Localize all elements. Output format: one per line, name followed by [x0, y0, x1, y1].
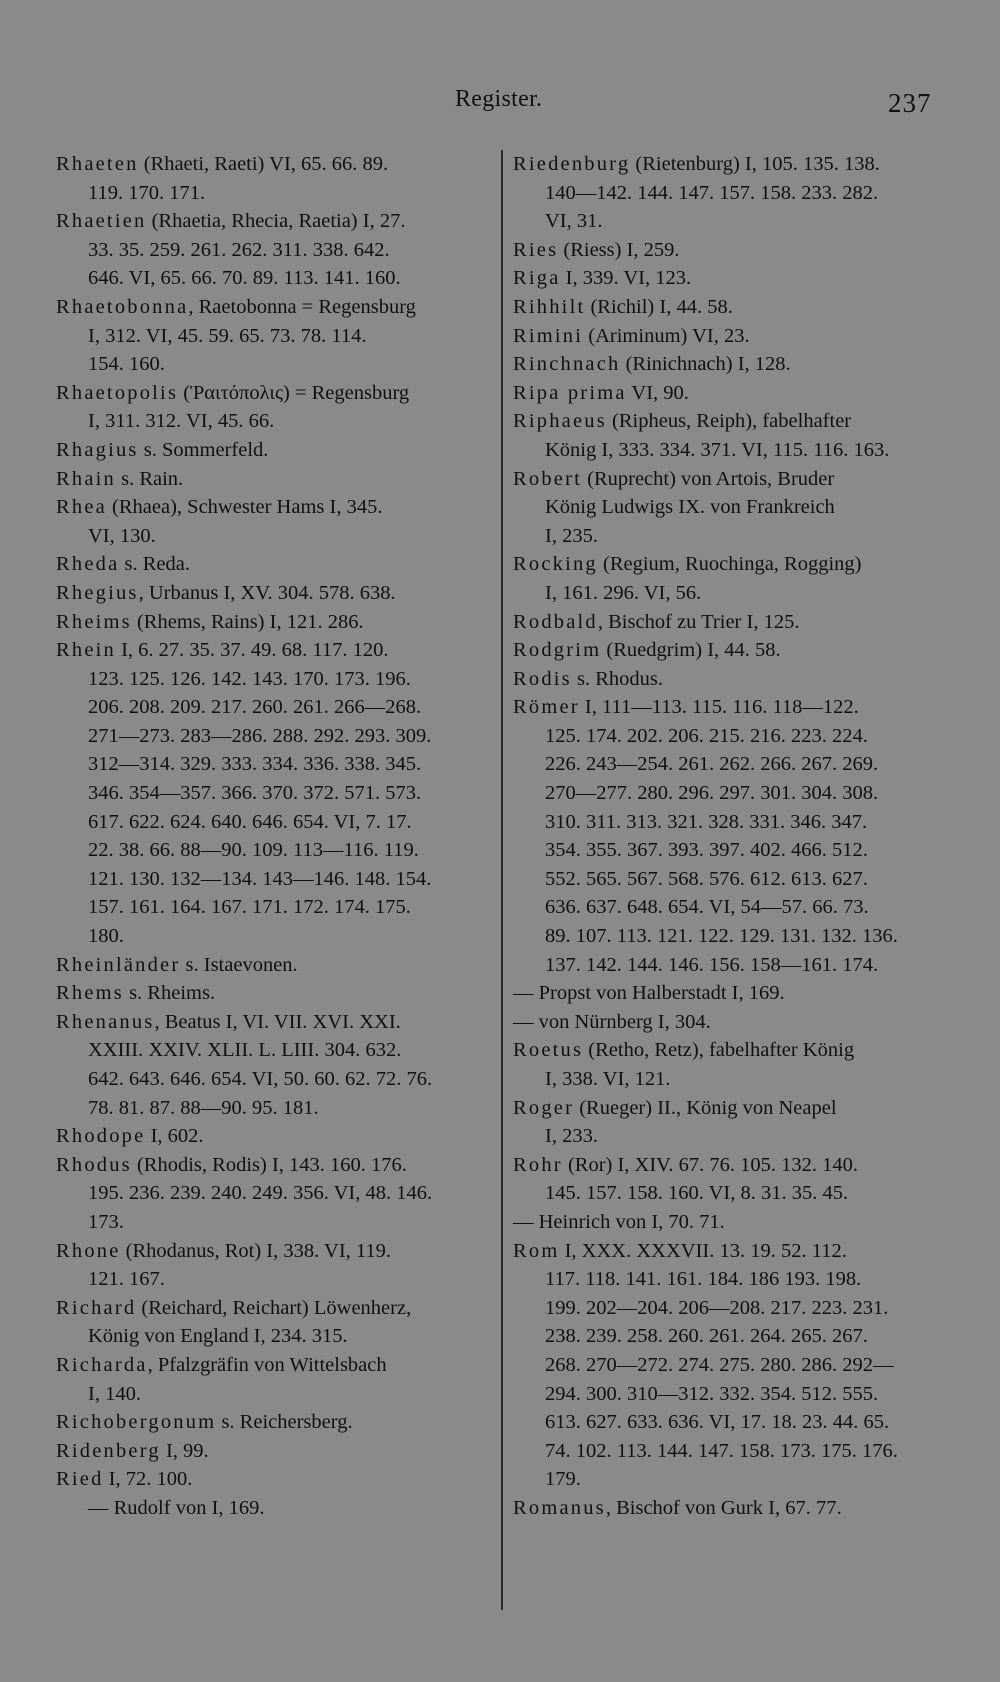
index-references: I, 6. 27. 35. 37. 49. 68. 117. 120. [115, 639, 389, 662]
index-references: 294. 300. 310—312. 332. 354. 512. 555. [545, 1382, 879, 1405]
index-headword: Rhagius [56, 438, 139, 461]
index-line [56, 550, 496, 579]
index-references: 22. 38. 66. 88—90. 109. 113—116. 119. [88, 839, 419, 862]
index-line [513, 1380, 933, 1409]
index-headword: Rhaetopolis [56, 381, 179, 404]
index-headword: Rhenanus [56, 1010, 155, 1033]
index-references: 78. 81. 87. 88—90. 95. 181. [88, 1096, 319, 1119]
index-line [56, 808, 496, 837]
index-line [513, 951, 933, 980]
index-references: VI, 90. [626, 381, 689, 404]
index-references: I, 602. [145, 1125, 204, 1148]
index-references: I, 338. VI, 121. [545, 1068, 671, 1090]
index-headword: Rohr [513, 1153, 563, 1176]
index-headword: Ries [513, 238, 559, 261]
index-headword: Rodbald [513, 610, 598, 633]
index-line [513, 1351, 933, 1380]
index-line [56, 236, 496, 265]
index-line [513, 1036, 933, 1065]
index-line [56, 1065, 496, 1094]
index-line [513, 808, 933, 837]
index-headword: Rocking [513, 553, 598, 576]
index-line [513, 1294, 933, 1323]
index-line [513, 1494, 933, 1523]
index-line [56, 779, 496, 808]
index-line [513, 179, 933, 208]
index-references: I, 311. 312. VI, 45. 66. [88, 410, 275, 433]
index-references: 617. 622. 624. 640. 646. 654. VI, 7. 17. [88, 810, 412, 833]
index-headword: Ripa prima [513, 381, 627, 404]
index-references: 310. 311. 313. 321. 328. 331. 346. 347. [545, 810, 868, 833]
index-line [513, 1322, 933, 1351]
index-line [56, 1237, 496, 1266]
index-headword: Rimini [513, 324, 584, 347]
index-headword: Rinchnach [513, 353, 621, 376]
index-line [513, 379, 933, 408]
index-headword: Rhein [56, 639, 116, 662]
index-references: (Ripheus, Reiph), fabelhafter [606, 410, 852, 433]
index-line [513, 236, 933, 265]
index-headword: Rodis [513, 667, 572, 690]
index-line [56, 1322, 496, 1351]
index-references: , Bischof zu Trier I, 125. [597, 610, 800, 633]
index-headword: Riedenburg [513, 153, 631, 175]
index-references: I, 233. [545, 1125, 598, 1148]
index-line [56, 1151, 496, 1180]
index-references: , Pfalzgräfin von Wittelsbach [147, 1353, 387, 1376]
index-references: 613. 627. 633. 636. VI, 17. 18. 23. 44. 65. [545, 1411, 890, 1434]
column-divider [501, 150, 503, 1610]
index-line [56, 1380, 496, 1409]
index-references: 125. 174. 202. 206. 215. 216. 223. 224. [545, 724, 868, 747]
index-references: — von Nürnberg I, 304. [513, 1010, 711, 1033]
index-line [56, 1351, 496, 1380]
index-line [56, 951, 496, 980]
index-line [56, 1437, 496, 1466]
index-line [513, 1122, 933, 1151]
index-references: 137. 142. 144. 146. 156. 158—161. 174. [545, 953, 879, 976]
index-references: — Propst von Halberstadt I, 169. [513, 982, 785, 1005]
index-line [513, 150, 933, 179]
index-references: 140—142. 144. 147. 157. 158. 233. 282. [545, 181, 879, 204]
index-line [513, 750, 933, 779]
index-line [513, 979, 933, 1008]
index-line [513, 1237, 933, 1266]
left-column [56, 150, 496, 1523]
index-line [56, 350, 496, 379]
index-line [513, 322, 933, 351]
index-references: VI, 130. [88, 524, 156, 547]
index-line [56, 379, 496, 408]
index-references: — Heinrich von I, 70. 71. [513, 1210, 725, 1233]
index-references: (Rietenburg) I, 105. 135. 138. [630, 153, 880, 175]
index-line [56, 1036, 496, 1065]
index-references: 123. 125. 126. 142. 143. 170. 173. 196. [88, 667, 411, 690]
index-references: 226. 243—254. 261. 262. 266. 267. 269. [545, 753, 879, 776]
index-line [56, 493, 496, 522]
index-references: 312—314. 329. 333. 334. 336. 338. 345. [88, 753, 422, 776]
index-line [56, 1494, 496, 1523]
index-line [513, 1008, 933, 1037]
index-references: I, 312. VI, 45. 59. 65. 73. 78. 114. [88, 324, 367, 347]
index-references: 121. 130. 132—134. 143—146. 148. 154. [88, 867, 432, 890]
index-line [513, 207, 933, 236]
index-line [513, 522, 933, 551]
index-line [513, 922, 933, 951]
index-headword: Rhone [56, 1239, 121, 1262]
index-references: 238. 239. 258. 260. 261. 264. 265. 267. [545, 1325, 868, 1348]
index-line [513, 1094, 933, 1123]
index-headword: Richard [56, 1296, 137, 1319]
index-references: s. Reda. [119, 553, 190, 576]
index-line [56, 436, 496, 465]
index-line [56, 665, 496, 694]
index-references: — Rudolf von I, 169. [88, 1496, 265, 1519]
index-references: (Reichard, Reichart) Löwenherz, [136, 1296, 412, 1319]
index-references: I, 161. 296. VI, 56. [545, 581, 702, 604]
index-references: (Retho, Retz), fabelhafter König [583, 1039, 855, 1062]
index-headword: Riga [513, 267, 561, 290]
index-references: (Regium, Ruochinga, Rogging) [597, 553, 862, 576]
index-line [513, 693, 933, 722]
index-references: (Ror) I, XIV. 67. 76. 105. 132. 140. [562, 1153, 858, 1176]
index-line [513, 1179, 933, 1208]
index-line [56, 407, 496, 436]
index-headword: Rheda [56, 553, 120, 576]
index-references: I, XXX. XXXVII. 13. 19. 52. 112. [559, 1239, 847, 1262]
index-references: I, 72. 100. [103, 1468, 193, 1491]
index-line [56, 522, 496, 551]
index-headword: Ridenberg [56, 1439, 161, 1462]
index-line [513, 407, 933, 436]
index-line [56, 264, 496, 293]
index-references: (Rhaetia, Rhecia, Raetia) I, 27. [146, 210, 406, 233]
index-references: s. Istaevonen. [180, 953, 298, 976]
index-line [513, 1408, 933, 1437]
index-line [56, 1094, 496, 1123]
index-line [56, 836, 496, 865]
index-headword: Rhegius [56, 581, 139, 604]
index-references: (Rueger) II., König von Neapel [574, 1096, 837, 1119]
index-line [56, 465, 496, 494]
index-references: 154. 160. [88, 353, 165, 376]
index-headword: Rhems [56, 982, 124, 1005]
index-references: 271—273. 283—286. 288. 292. 293. 309. [88, 724, 432, 747]
index-headword: Roetus [513, 1039, 584, 1062]
index-references: 117. 118. 141. 161. 184. 186 193. 198. [545, 1268, 862, 1291]
index-headword: Richobergonum [56, 1411, 217, 1434]
index-line [513, 665, 933, 694]
index-headword: Rhodope [56, 1125, 146, 1148]
index-references: 119. 170. 171. [88, 181, 206, 204]
index-line [513, 1208, 933, 1237]
index-line [513, 1437, 933, 1466]
index-line [56, 893, 496, 922]
index-references: 354. 355. 367. 393. 397. 402. 466. 512. [545, 839, 868, 862]
index-line [513, 1151, 933, 1180]
index-references: I, 339. VI, 123. [560, 267, 692, 290]
index-references: XXIII. XXIV. XLII. L. LIII. 304. 632. [88, 1039, 402, 1062]
index-references: (Riess) I, 259. [558, 238, 680, 261]
index-references: s. Rheims. [123, 982, 216, 1005]
index-references: König von England I, 234. 315. [88, 1325, 348, 1348]
index-line [513, 1265, 933, 1294]
index-line [56, 1294, 496, 1323]
index-line [513, 493, 933, 522]
index-references: 642. 643. 646. 654. VI, 50. 60. 62. 72. 76. [88, 1068, 433, 1090]
index-references: (Rinichnach) I, 128. [620, 353, 791, 376]
index-references: 346. 354—357. 366. 370. 372. 571. 573. [88, 782, 422, 805]
index-line [56, 865, 496, 894]
index-references: VI, 31. [545, 210, 603, 233]
index-line [56, 293, 496, 322]
index-line [513, 722, 933, 751]
index-headword: Rodgrim [513, 639, 602, 662]
index-headword: Ried [56, 1468, 104, 1491]
index-headword: Rhea [56, 496, 107, 519]
index-references: 89. 107. 113. 121. 122. 129. 131. 132. 136. [545, 925, 898, 948]
index-line [56, 979, 496, 1008]
index-references: 270—277. 280. 296. 297. 301. 304. 308. [545, 782, 879, 805]
index-headword: Romanus [513, 1496, 606, 1519]
index-references: (Ariminum) VI, 23. [583, 324, 750, 347]
index-references: (Ruedgrim) I, 44. 58. [601, 639, 781, 662]
index-line [56, 922, 496, 951]
index-line [513, 779, 933, 808]
index-line [56, 1179, 496, 1208]
index-headword: Rhain [56, 467, 116, 490]
index-references: 121. 167. [88, 1268, 165, 1291]
index-references: (Richil) I, 44. 58. [585, 295, 733, 318]
index-references: 636. 637. 648. 654. VI, 54—57. 66. 73. [545, 896, 869, 919]
index-references: (Ruprecht) von Artois, Bruder [582, 467, 835, 490]
index-headword: Roger [513, 1096, 575, 1119]
index-line [56, 579, 496, 608]
index-line [513, 550, 933, 579]
index-headword: Rihhilt [513, 295, 586, 318]
index-line [513, 264, 933, 293]
index-line [56, 1008, 496, 1037]
index-line [513, 436, 933, 465]
index-references: 206. 208. 209. 217. 260. 261. 266—268. [88, 696, 422, 719]
index-line [56, 1408, 496, 1437]
index-references: I, 235. [545, 524, 598, 547]
index-line [56, 1265, 496, 1294]
index-headword: Rhaetien [56, 210, 147, 233]
index-line [513, 865, 933, 894]
index-references: König I, 333. 334. 371. VI, 115. 116. 163. [545, 438, 890, 461]
index-references: 74. 102. 113. 144. 147. 158. 173. 175. 176. [545, 1439, 898, 1462]
index-headword: Rom [513, 1239, 560, 1262]
index-line [56, 636, 496, 665]
index-references: , Urbanus I, XV. 304. 578. 638. [138, 581, 396, 604]
index-references: 552. 565. 567. 568. 576. 612. 613. 627. [545, 867, 868, 890]
index-references: 33. 35. 259. 261. 262. 311. 338. 642. [88, 238, 390, 261]
index-line [56, 207, 496, 236]
index-references: (Rhaea), Schwester Hams I, 345. [106, 496, 383, 519]
index-references: (Rhodanus, Rot) I, 338. VI, 119. [120, 1239, 392, 1262]
index-references: 180. [88, 925, 124, 948]
page-number: 237 [888, 88, 932, 118]
index-headword: Rhaeten [56, 153, 139, 175]
index-references: König Ludwigs IX. von Frankreich [545, 496, 835, 519]
index-line [513, 636, 933, 665]
index-references: 157. 161. 164. 167. 171. 172. 174. 175. [88, 896, 411, 919]
index-line [513, 293, 933, 322]
index-references: I, 99. [160, 1439, 209, 1462]
index-references: (Rhodis, Rodis) I, 143. 160. 176. [131, 1153, 407, 1176]
index-references: s. Rhodus. [571, 667, 663, 690]
index-line [513, 608, 933, 637]
index-line [56, 722, 496, 751]
index-line [513, 1465, 933, 1494]
index-references: , Beatus I, VI. VII. XVI. XXI. [154, 1010, 401, 1033]
index-line [513, 350, 933, 379]
index-references: 145. 157. 158. 160. VI, 8. 31. 35. 45. [545, 1182, 849, 1205]
index-line [56, 693, 496, 722]
index-headword: Robert [513, 467, 582, 490]
index-references: (Rhaeti, Raeti) VI, 65. 66. 89. [138, 153, 389, 175]
index-references: s. Sommerfeld. [138, 438, 269, 461]
index-headword: Römer [513, 696, 580, 719]
index-line [56, 750, 496, 779]
index-line [56, 1122, 496, 1151]
index-line [56, 608, 496, 637]
index-references: 173. [88, 1210, 124, 1233]
index-references: 179. [545, 1468, 581, 1491]
index-references: 199. 202—204. 206—208. 217. 223. 231. [545, 1296, 889, 1319]
index-references: , Raetobonna = Regensburg [188, 295, 416, 318]
index-references: I, 111—113. 115. 116. 118—122. [579, 696, 859, 719]
index-line [56, 1465, 496, 1494]
index-references: s. Reichersberg. [216, 1411, 353, 1434]
index-references: 646. VI, 65. 66. 70. 89. 113. 141. 160. [88, 267, 401, 290]
index-references: 268. 270—272. 274. 275. 280. 286. 292— [545, 1353, 894, 1376]
index-headword: Rheims [56, 610, 132, 633]
index-line [513, 465, 933, 494]
index-line [513, 579, 933, 608]
index-line [56, 1208, 496, 1237]
index-references: , Bischof von Gurk I, 67. 77. [605, 1496, 842, 1519]
index-headword: Rheinländer [56, 953, 181, 976]
index-references: s. Rain. [115, 467, 184, 490]
index-line [56, 322, 496, 351]
right-column [513, 150, 933, 1523]
index-references: 195. 236. 239. 240. 249. 356. VI, 48. 146. [88, 1182, 433, 1205]
index-headword: Riphaeus [513, 410, 607, 433]
index-line [513, 893, 933, 922]
index-references: (Rhems, Rains) I, 121. 286. [131, 610, 364, 633]
index-headword: Rhodus [56, 1153, 132, 1176]
index-references: (Ῥαιτόπολις) = Regensburg [178, 381, 410, 404]
index-line [56, 150, 496, 179]
index-headword: Richarda [56, 1353, 148, 1376]
index-headword: Rhaetobonna [56, 295, 189, 318]
index-line [56, 179, 496, 208]
index-references: I, 140. [88, 1382, 141, 1405]
index-line [513, 836, 933, 865]
index-line [513, 1065, 933, 1094]
running-header-title: Register. [455, 86, 543, 112]
